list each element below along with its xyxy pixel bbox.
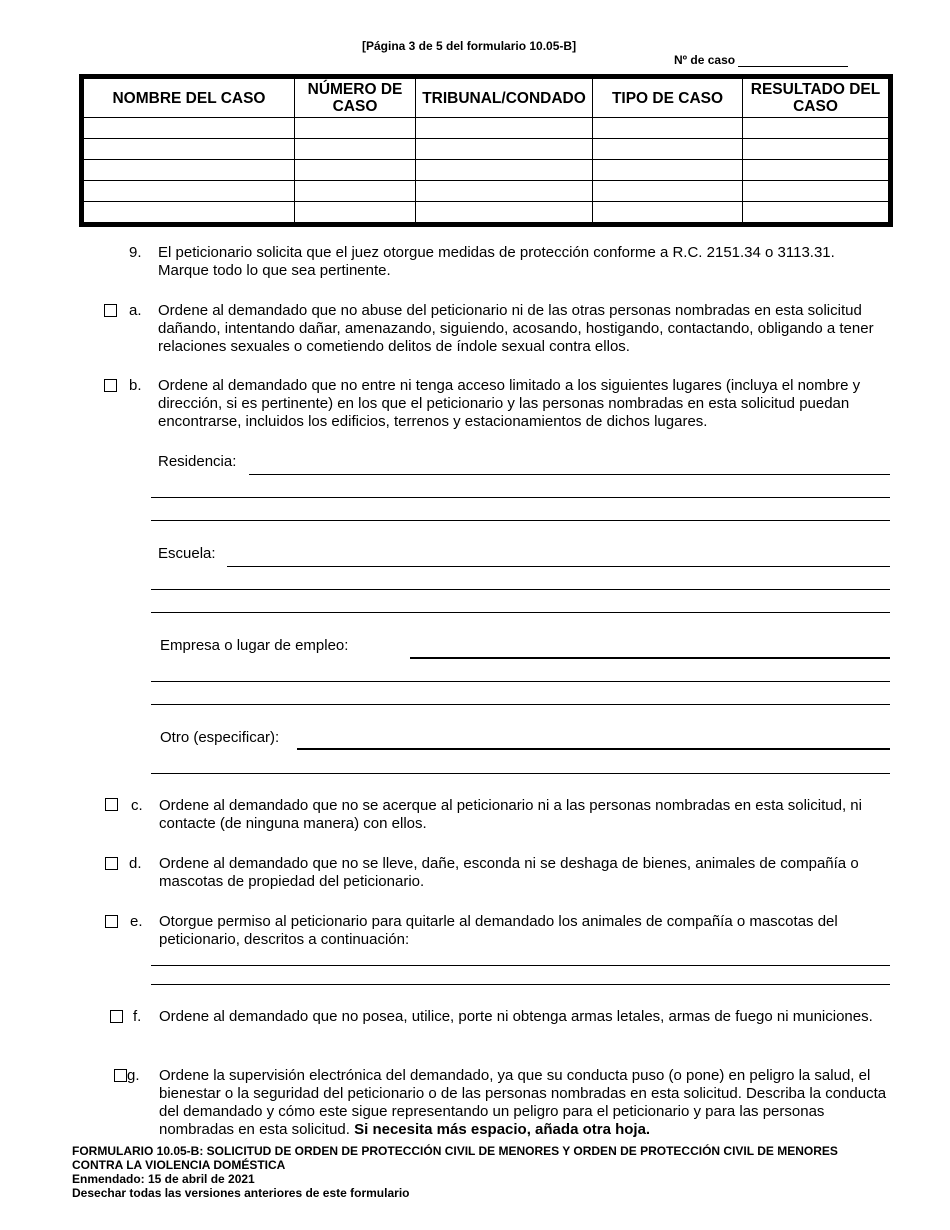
item-g-label: g.: [127, 1067, 140, 1084]
footer-discard-note: Desechar todas las versiones anteriores de este formulario: [72, 1186, 410, 1200]
table-cell[interactable]: [743, 118, 891, 139]
table-cell[interactable]: [82, 160, 295, 181]
pets-description-line[interactable]: [151, 984, 890, 985]
table-cell[interactable]: [416, 202, 593, 225]
employer-input-line[interactable]: [410, 657, 890, 659]
prior-cases-table: [79, 74, 893, 227]
item-a-label: a.: [129, 302, 142, 319]
table-cell[interactable]: [743, 139, 891, 160]
table-cell[interactable]: [295, 139, 416, 160]
column-header-case-result: RESULTADO DEL CASO: [743, 77, 891, 118]
section-number: 9.: [129, 244, 142, 261]
table-cell[interactable]: [82, 202, 295, 225]
column-header-case-number: NÚMERO DE CASO: [295, 77, 416, 118]
item-d-text: Ordene al demandado que no se lleve, dañe, esconda ni se deshaga de bienes, animales de compañía o mascotas de propiedad del peticionario.: [159, 855, 859, 890]
table-row: [82, 118, 891, 139]
table-cell[interactable]: [743, 181, 891, 202]
item-g-text: [159, 1067, 889, 1139]
section-9-text: El peticionario solicita que el juez otorgue medidas de protección conforme a R.C. 2151.34 o 3113.31. Marque todo lo que sea pertinente.: [158, 244, 835, 279]
table-cell[interactable]: [295, 160, 416, 181]
table-row: [82, 139, 891, 160]
table-cell[interactable]: [295, 181, 416, 202]
checkbox-a[interactable]: [104, 304, 117, 317]
column-header-case-type: TIPO DE CASO: [593, 77, 743, 118]
form-footer: [72, 1144, 892, 1200]
table-row: [82, 181, 891, 202]
residence-label: Residencia:: [158, 453, 237, 470]
table-cell[interactable]: [295, 118, 416, 139]
item-d-label: d.: [129, 855, 142, 872]
residence-input-line[interactable]: [151, 497, 890, 498]
table-cell[interactable]: [593, 160, 743, 181]
table-cell[interactable]: [82, 139, 295, 160]
table-cell[interactable]: [743, 160, 891, 181]
table-row: [82, 160, 891, 181]
table-row: [82, 202, 891, 225]
column-header-case-name: NOMBRE DEL CASO: [82, 77, 295, 118]
other-input-line[interactable]: [151, 773, 890, 774]
school-input-line[interactable]: [227, 566, 890, 567]
checkbox-d[interactable]: [105, 857, 118, 870]
checkbox-g[interactable]: [114, 1069, 127, 1082]
case-number-field[interactable]: [738, 66, 848, 67]
table-cell[interactable]: [593, 202, 743, 225]
item-c-label: c.: [131, 797, 143, 814]
school-input-line[interactable]: [151, 612, 890, 613]
item-f-label: f.: [133, 1008, 142, 1025]
table-cell[interactable]: [416, 181, 593, 202]
item-b-text: Ordene al demandado que no entre ni tenga acceso limitado a los siguientes lugares (incluya el nombre y dirección, si es pertinente) en los que el peticionario y las personas nombradas en esta solicitud puedan encontrarse, incluidos los edificios, terrenos y estacionamientos de dichos lugares.: [158, 377, 861, 430]
residence-input-line[interactable]: [151, 520, 890, 521]
other-label: Otro (especificar):: [160, 729, 280, 746]
employer-input-line[interactable]: [151, 704, 890, 705]
table-cell[interactable]: [593, 139, 743, 160]
item-b-label: b.: [129, 377, 142, 394]
checkbox-b[interactable]: [104, 379, 117, 392]
table-cell[interactable]: [593, 181, 743, 202]
item-c-text: Ordene al demandado que no se acerque al peticionario ni a las personas nombradas en esta solicitud, ni contacte (de ninguna manera) con ellos.: [159, 797, 862, 832]
table-cell[interactable]: [593, 118, 743, 139]
footer-form-title: FORMULARIO 10.05-B: SOLICITUD DE ORDEN DE PROTECCIÓN CIVIL DE MENORES Y ORDEN DE PROTECCIÓN CIVIL DE MENORES CONTRA LA VIOLENCIA DOMÉSTICA: [72, 1144, 838, 1172]
pets-description-line[interactable]: [151, 965, 890, 966]
school-label: Escuela:: [158, 545, 216, 562]
residence-input-line[interactable]: [249, 474, 890, 475]
other-input-line[interactable]: [297, 748, 890, 750]
table-cell[interactable]: [743, 202, 891, 225]
table-cell[interactable]: [416, 160, 593, 181]
school-input-line[interactable]: [151, 589, 890, 590]
item-f-text: Ordene al demandado que no posea, utilice, porte ni obtenga armas letales, armas de fuego ni municiones.: [159, 1008, 873, 1025]
item-g-bold-note: Si necesita más espacio, añada otra hoja.: [354, 1121, 651, 1138]
case-number-label: Nº de caso: [674, 53, 736, 67]
table-header-row: [82, 77, 891, 118]
employer-input-line[interactable]: [151, 681, 890, 682]
checkbox-f[interactable]: [110, 1010, 123, 1023]
item-a-text: Ordene al demandado que no abuse del peticionario ni de las otras personas nombradas en esta solicitud dañando, intentando dañar, amenazando, siguiendo, acosando, hostigando, contactando, obligando a tener relaciones sexuales o cometiendo delitos de índole sexual contra ellos.: [158, 302, 874, 355]
item-e-text: Otorgue permiso al peticionario para quitarle al demandado los animales de compañía o mascotas del peticionario, descritos a continuación:: [159, 913, 838, 948]
employer-label: Empresa o lugar de empleo:: [160, 637, 349, 654]
item-e-label: e.: [130, 913, 143, 930]
checkbox-e[interactable]: [105, 915, 118, 928]
table-cell[interactable]: [416, 118, 593, 139]
footer-amended-date: Enmendado: 15 de abril de 2021: [72, 1172, 255, 1186]
checkbox-c[interactable]: [105, 798, 118, 811]
table-cell[interactable]: [295, 202, 416, 225]
table-cell[interactable]: [82, 181, 295, 202]
column-header-court-county: TRIBUNAL/CONDADO: [416, 77, 593, 118]
item-g-body: Ordene la supervisión electrónica del demandado, ya que su conducta puso (o pone) en peligro la salud, el bienestar o la seguridad del peticionario o de las personas nombradas en esta solicitud. Describa la conducta del demandado y cómo este sigue representando un peligro para el peticionario y para las personas nombradas en esta solicitud.: [159, 1067, 887, 1138]
table-cell[interactable]: [416, 139, 593, 160]
table-cell[interactable]: [82, 118, 295, 139]
page-indicator: [Página 3 de 5 del formulario 10.05-B]: [362, 39, 577, 53]
